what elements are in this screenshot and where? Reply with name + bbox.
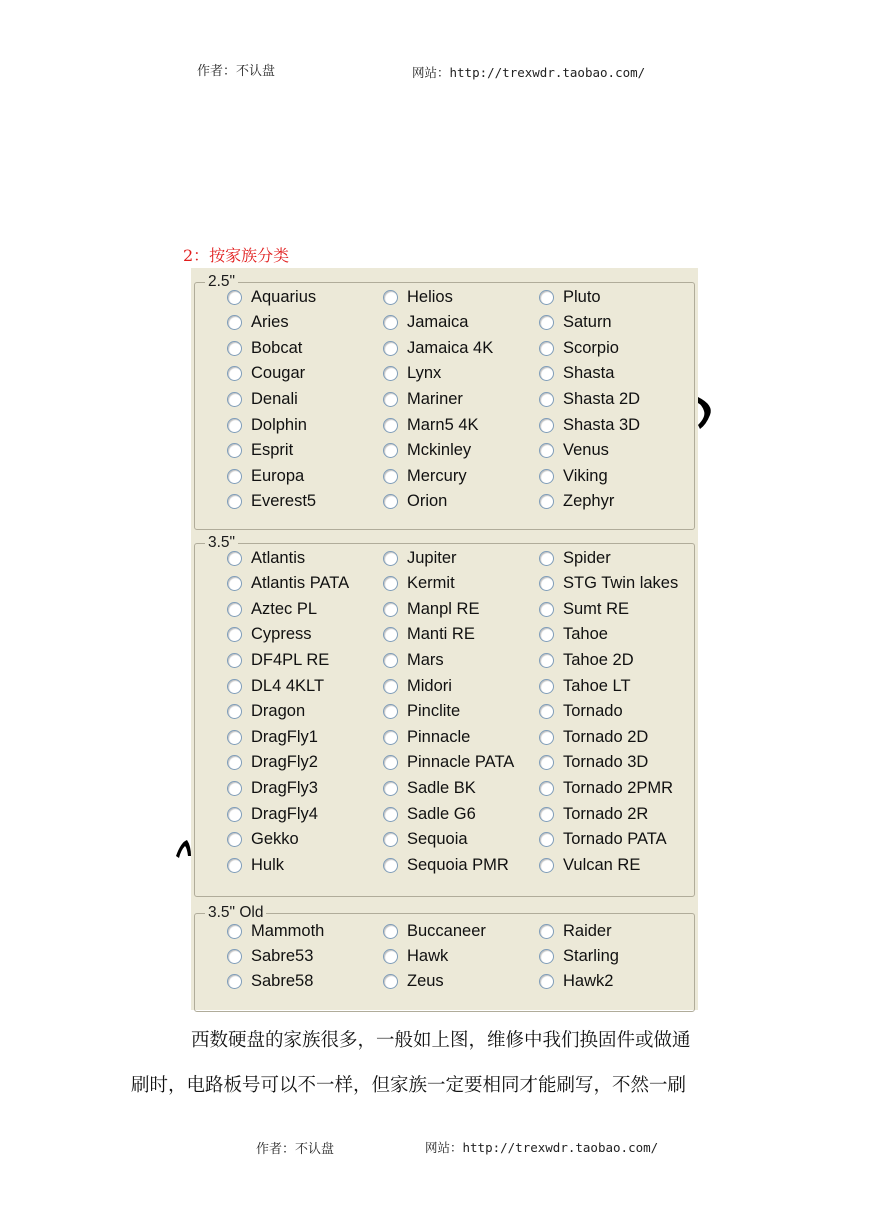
radio-option-label: Aztec PL [251,599,318,618]
footer-author: 作者：不认盘 [256,1142,335,1157]
radio-button-icon[interactable] [383,551,398,566]
family-radio-option[interactable] [227,829,299,851]
radio-button-icon[interactable] [383,290,398,305]
family-radio-option[interactable] [539,573,678,595]
family-radio-option[interactable] [539,337,619,359]
radio-button-icon[interactable] [539,924,554,939]
family-radio-option[interactable] [227,971,313,993]
family-radio-option[interactable] [383,573,455,595]
radio-button-icon[interactable] [227,755,242,770]
bracket-mark-right [696,395,716,431]
radio-option-label: Tahoe LT [563,676,631,695]
radio-button-icon[interactable] [383,832,398,847]
radio-option-label: Helios [407,287,453,306]
family-radio-option[interactable] [539,312,612,334]
radio-button-icon[interactable] [539,755,554,770]
family-radio-option[interactable] [539,803,648,825]
radio-option-label: Cougar [251,364,306,383]
family-radio-option[interactable] [227,286,316,308]
radio-button-icon[interactable] [539,807,554,822]
header-website: 网站：http://trexwdr.taobao.com/ [412,65,646,80]
radio-button-icon[interactable] [539,949,554,964]
radio-button-icon[interactable] [227,469,242,484]
radio-button-icon[interactable] [383,443,398,458]
footer-website: 网站：http://trexwdr.taobao.com/ [425,1140,659,1155]
family-radio-option[interactable] [227,726,318,748]
family-radio-option[interactable] [227,388,298,410]
radio-button-icon[interactable] [227,730,242,745]
radio-option-label: Mercury [407,466,467,485]
radio-option-label: Hulk [251,855,285,874]
radio-option-label: DragFly3 [251,778,318,797]
family-radio-option[interactable] [539,649,634,671]
family-radio-option[interactable] [539,752,648,774]
radio-button-icon[interactable] [383,418,398,433]
family-radio-option[interactable] [383,675,452,697]
radio-option-label: Sadle BK [407,778,476,797]
radio-option-label: Aquarius [251,287,317,306]
radio-option-label: Sabre58 [251,972,314,991]
family-radio-option[interactable] [539,363,614,385]
radio-button-icon[interactable] [539,443,554,458]
radio-button-icon[interactable] [383,627,398,642]
radio-button-icon[interactable] [539,576,554,591]
family-radio-option[interactable] [539,829,667,851]
group-label: 3.5" Old [205,904,266,922]
radio-option-label: Scorpio [563,338,619,357]
family-radio-option[interactable] [227,547,305,569]
radio-option-label: Tahoe 2D [563,650,634,669]
radio-option-label: DragFly1 [251,727,318,746]
family-radio-option[interactable] [227,803,318,825]
family-radio-option[interactable] [383,363,441,385]
radio-option-label: Zeus [407,972,444,991]
radio-option-label: Dragon [251,702,306,721]
radio-option-label: Viking [563,466,608,485]
family-radio-option[interactable] [539,920,612,942]
radio-option-label: Jamaica [407,313,469,332]
family-radio-option[interactable] [227,649,329,671]
family-radio-option[interactable] [383,312,468,334]
family-radio-option[interactable] [383,547,457,569]
radio-option-label: DragFly4 [251,804,318,823]
family-radio-option[interactable] [227,675,324,697]
radio-option-label: Saturn [563,313,612,332]
group-label: 2.5" [205,273,238,291]
radio-option-label: Sequoia PMR [407,855,509,874]
radio-option-label: DL4 4KLT [251,676,325,695]
radio-button-icon[interactable] [227,704,242,719]
radio-button-icon[interactable] [227,627,242,642]
family-radio-option[interactable] [383,854,509,876]
radio-button-icon[interactable] [383,858,398,873]
radio-button-icon[interactable] [383,730,398,745]
bracket-mark-left [175,838,193,860]
radio-option-label: Tornado PATA [563,830,667,849]
radio-button-icon[interactable] [539,832,554,847]
radio-button-icon[interactable] [383,807,398,822]
radio-button-icon[interactable] [227,781,242,796]
radio-button-icon[interactable] [539,858,554,873]
family-radio-option[interactable] [539,547,611,569]
radio-option-label: DragFly2 [251,753,318,772]
radio-button-icon[interactable] [539,494,554,509]
radio-option-label: Jamaica 4K [407,338,494,357]
radio-option-label: Mammoth [251,921,325,940]
radio-option-label: Cypress [251,625,312,644]
radio-option-label: Venus [563,441,609,460]
radio-button-icon[interactable] [539,602,554,617]
radio-option-label: Pinclite [407,702,461,721]
radio-option-label: Mariner [407,389,463,408]
radio-option-label: Starling [563,946,619,965]
radio-option-label: Europa [251,466,305,485]
radio-option-label: Pinnacle PATA [407,753,515,772]
radio-button-icon[interactable] [383,974,398,989]
radio-option-label: Atlantis PATA [251,574,350,593]
radio-option-label: Vulcan RE [563,855,641,874]
radio-option-label: Shasta 3D [563,415,641,434]
family-radio-option[interactable] [227,465,304,487]
radio-option-label: Manpl RE [407,599,480,618]
radio-option-label: Tornado 2R [563,804,649,823]
radio-button-icon[interactable] [227,924,242,939]
radio-option-label: Shasta 2D [563,389,641,408]
radio-option-label: Bobcat [251,338,303,357]
radio-option-label: Atlantis [251,548,306,567]
radio-button-icon[interactable] [227,602,242,617]
radio-option-label: Manti RE [407,625,475,644]
radio-button-icon[interactable] [227,494,242,509]
radio-option-label: Kermit [407,574,455,593]
radio-button-icon[interactable] [227,315,242,330]
family-radio-option[interactable] [383,414,479,436]
radio-button-icon[interactable] [539,315,554,330]
family-radio-option[interactable] [227,854,284,876]
radio-option-label: Denali [251,389,298,408]
family-radio-option[interactable] [227,598,317,620]
family-radio-option[interactable] [539,414,640,436]
radio-option-label: STG Twin lakes [563,574,679,593]
family-radio-option[interactable] [383,491,447,513]
family-radio-option[interactable] [539,598,629,620]
radio-option-label: Spider [563,548,611,567]
radio-button-icon[interactable] [539,341,554,356]
radio-button-icon[interactable] [383,949,398,964]
radio-button-icon[interactable] [383,653,398,668]
radio-option-label: Marn5 4K [407,415,479,434]
radio-button-icon[interactable] [227,832,242,847]
family-radio-option[interactable] [383,752,514,774]
family-radio-option[interactable] [539,675,631,697]
radio-button-icon[interactable] [383,392,398,407]
radio-button-icon[interactable] [383,341,398,356]
radio-button-icon[interactable] [383,602,398,617]
radio-option-label: Sumt RE [563,599,630,618]
radio-option-label: Sadle G6 [407,804,476,823]
radio-button-icon[interactable] [539,290,554,305]
radio-button-icon[interactable] [539,653,554,668]
family-radio-option[interactable] [227,920,324,942]
radio-button-icon[interactable] [227,653,242,668]
radio-button-icon[interactable] [227,858,242,873]
radio-option-label: Midori [407,676,452,695]
radio-option-label: Mckinley [407,441,472,460]
radio-option-label: Tornado 2D [563,727,649,746]
family-radio-option[interactable] [383,920,486,942]
radio-button-icon[interactable] [539,392,554,407]
family-radio-option[interactable] [539,624,608,646]
family-radio-option[interactable] [539,465,608,487]
radio-option-label: Jupiter [407,548,457,567]
radio-button-icon[interactable] [539,704,554,719]
radio-option-label: Pluto [563,287,601,306]
radio-button-icon[interactable] [383,469,398,484]
radio-button-icon[interactable] [227,576,242,591]
family-radio-option[interactable] [383,624,475,646]
family-radio-option[interactable] [539,777,673,799]
section-heading: 2：按家族分类 [183,246,290,265]
family-radio-option[interactable] [539,491,614,513]
radio-option-label: Sequoia [407,830,468,849]
family-radio-option[interactable] [539,701,623,723]
radio-option-label: Zephyr [563,492,615,511]
family-radio-option[interactable] [539,854,640,876]
family-radio-option[interactable] [383,440,471,462]
family-radio-option[interactable] [539,388,640,410]
family-radio-option[interactable] [383,777,476,799]
radio-option-label: Tornado [563,702,623,721]
family-radio-option[interactable] [227,752,318,774]
paragraph-line-2: 刷时，电路板号可以不一样，但家族一定要相同才能刷写，不然一刷 [131,1075,687,1096]
radio-button-icon[interactable] [227,551,242,566]
radio-option-label: Pinnacle [407,727,471,746]
family-radio-option[interactable] [227,945,313,967]
radio-button-icon[interactable] [383,494,398,509]
radio-option-label: Tornado 3D [563,753,649,772]
family-radio-option[interactable] [227,573,349,595]
family-radio-option[interactable] [539,286,601,308]
radio-option-label: Buccaneer [407,921,486,940]
family-radio-option[interactable] [227,701,305,723]
paragraph-line-1: 西数硬盘的家族很多，一般如上图，维修中我们换固件或做通 [191,1030,691,1051]
family-radio-option[interactable] [383,726,470,748]
family-radio-option[interactable] [227,363,305,385]
family-radio-option[interactable] [227,440,293,462]
family-selection-panel [191,268,698,1010]
radio-button-icon[interactable] [383,576,398,591]
family-radio-option[interactable] [383,701,460,723]
family-radio-option[interactable] [227,624,312,646]
radio-button-icon[interactable] [227,290,242,305]
radio-button-icon[interactable] [383,704,398,719]
header-author: 作者：不认盘 [197,64,276,79]
family-radio-option[interactable] [227,491,316,513]
family-radio-option[interactable] [383,598,479,620]
family-radio-option[interactable] [383,803,476,825]
radio-option-label: Lynx [407,364,442,383]
family-radio-option[interactable] [227,312,289,334]
family-radio-option[interactable] [539,945,619,967]
radio-button-icon[interactable] [227,949,242,964]
radio-button-icon[interactable] [227,974,242,989]
radio-button-icon[interactable] [539,730,554,745]
radio-button-icon[interactable] [539,551,554,566]
radio-option-label: Tornado 2PMR [563,778,674,797]
radio-button-icon[interactable] [383,679,398,694]
radio-button-icon[interactable] [227,807,242,822]
radio-button-icon[interactable] [227,443,242,458]
radio-option-label: Everest5 [251,492,317,511]
radio-button-icon[interactable] [383,755,398,770]
radio-option-label: Shasta [563,364,615,383]
radio-option-label: Raider [563,921,612,940]
radio-button-icon[interactable] [227,418,242,433]
family-radio-option[interactable] [383,465,467,487]
family-radio-option[interactable] [227,414,307,436]
radio-button-icon[interactable] [383,781,398,796]
group-label: 3.5" [205,534,238,552]
radio-option-label: Hawk [407,946,449,965]
radio-option-label: Sabre53 [251,946,314,965]
radio-option-label: DF4PL RE [251,650,330,669]
radio-button-icon[interactable] [227,392,242,407]
radio-option-label: Hawk2 [563,972,614,991]
radio-option-label: Gekko [251,830,299,849]
family-radio-option[interactable] [383,337,493,359]
family-radio-option[interactable] [383,388,463,410]
radio-option-label: Mars [407,650,444,669]
radio-option-label: Tahoe [563,625,608,644]
radio-button-icon[interactable] [539,781,554,796]
radio-button-icon[interactable] [539,418,554,433]
radio-option-label: Aries [251,313,289,332]
radio-option-label: Esprit [251,441,294,460]
family-radio-option[interactable] [227,777,318,799]
radio-button-icon[interactable] [539,469,554,484]
radio-option-label: Orion [407,492,448,511]
radio-button-icon[interactable] [383,366,398,381]
radio-option-label: Dolphin [251,415,307,434]
radio-button-icon[interactable] [383,924,398,939]
radio-button-icon[interactable] [539,627,554,642]
family-radio-option[interactable] [383,286,453,308]
radio-button-icon[interactable] [539,366,554,381]
family-radio-option[interactable] [539,971,613,993]
radio-button-icon[interactable] [227,341,242,356]
family-radio-option[interactable] [383,945,448,967]
radio-button-icon[interactable] [539,679,554,694]
radio-button-icon[interactable] [383,315,398,330]
radio-button-icon[interactable] [227,366,242,381]
radio-button-icon[interactable] [539,974,554,989]
family-radio-option[interactable] [539,726,648,748]
radio-button-icon[interactable] [227,679,242,694]
family-radio-option[interactable] [539,440,609,462]
family-radio-option[interactable] [383,829,468,851]
family-radio-option[interactable] [383,971,444,993]
family-radio-option[interactable] [383,649,444,671]
family-radio-option[interactable] [227,337,302,359]
